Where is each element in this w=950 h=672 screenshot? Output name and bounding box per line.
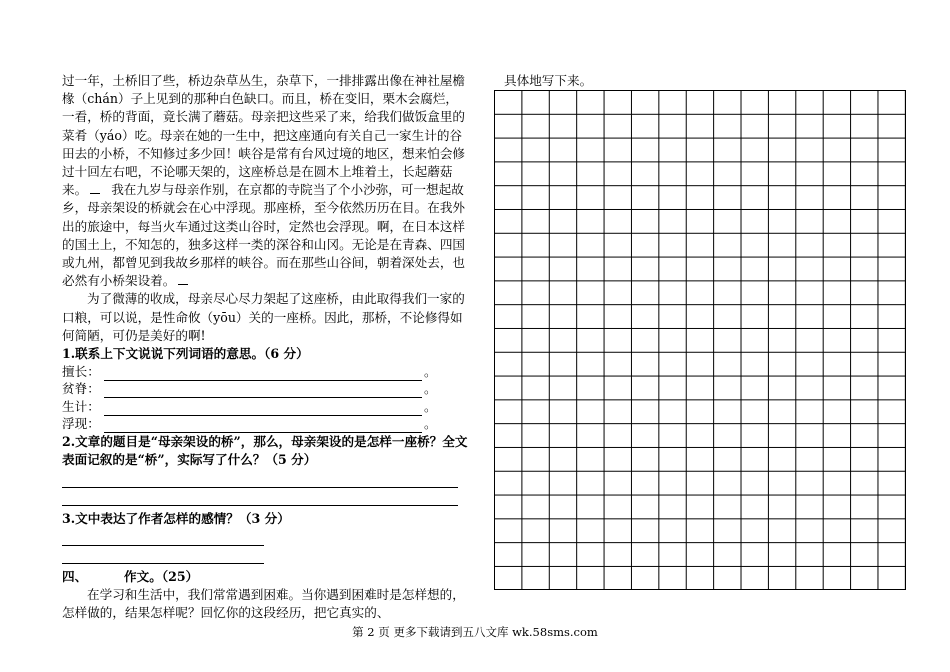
answer-line[interactable] xyxy=(104,420,422,433)
right-column xyxy=(494,72,910,90)
term-row: 贫脊： 。 xyxy=(62,381,468,399)
term-label: 擅长： xyxy=(62,363,100,379)
term-row: 擅长： 。 xyxy=(62,363,468,381)
composition-prompt: 在学习和生活中，我们常常遇到困难。当你遇到困难时是怎样想的，怎样做的，结果怎样呢？回忆你的这段经历，把它真实的、 xyxy=(62,587,465,621)
answer-line[interactable] xyxy=(62,488,458,506)
passage-paragraph-1: 过一年，土桥旧了些，桥边杂草丛生，杂草下，一排排露出像在神社屋檐椽（chán）子上见到的那种白色缺口。而且，桥在变旧，栗木会腐烂，一看，桥的背面，竟长满了蘑菇。母亲把这些采了来，给我们做饭盒里的菜肴（yáo）吃。母亲在她的一生中，把这座通向有关自己一家生计的谷田去的小桥，不知修过多少回！峡谷是常有台风过境的地区，想来怕会修过十回左右吧，不论哪天架的，这座桥总是在圆木上堆着土，长起蘑菇来。 我在九岁与母亲作别，在京都的寺院当了个小沙弥，可一想起故乡，母亲架设的桥就会在心中浮现。那座桥，至今依然历历在目。在我外出的旅途中，每当火车通过这类山谷时，定然也会浮现。啊，在日本这样的国土上，不知怎的，独多这样一类的深谷和山冈。无论是在青森、四国或九州，都曾见到我故乡那样的峡谷。而在那些山谷间，朝着深处去，也必然有小桥架设着。 xyxy=(62,73,465,289)
question-3-title: 3.文中表达了作者怎样的感情？（3 分） xyxy=(62,510,290,526)
answer-line[interactable] xyxy=(62,470,458,488)
term-label: 生计： xyxy=(62,398,100,414)
term-row: 生计： 。 xyxy=(62,398,468,416)
term-row: 浮现： 。 xyxy=(62,416,468,434)
question-2-title: 2.文章的题目是“母亲架设的桥”，那么，母亲架设的是怎样一座桥？全文表面记叙的是“桥”，实际写了什么？（5 分） xyxy=(62,434,468,468)
paragraph-end-mark xyxy=(90,185,100,194)
composition-prompt-continuation: 具体地写下来。 xyxy=(504,73,593,88)
answer-line[interactable] xyxy=(62,546,264,564)
section-4-heading: 四、 作文。（25） xyxy=(62,568,199,584)
composition-grid[interactable] xyxy=(494,90,906,590)
paragraph-end-mark xyxy=(178,276,188,285)
answer-line[interactable] xyxy=(104,403,422,416)
passage-paragraph-2: 我在九岁与母亲作别，在京都的寺院当了个小沙弥，可一想起故乡，母亲架设的桥就会在心中浮现。那座桥，至今依然历历在目。在我外出的旅途中，每当火车通过这类山谷时，定然也会浮现。啊，在日本这样的国土上，不知怎的，独多这样一类的深谷和山冈。无论是在青森、四国或九州，都曾见到我故乡那样的峡谷。而在那些山谷间，朝着深处去，也必然有小桥架设着。 xyxy=(62,182,465,289)
answer-line[interactable] xyxy=(104,385,422,398)
answer-line[interactable] xyxy=(104,368,422,381)
term-label: 浮现： xyxy=(62,416,100,432)
answer-line[interactable] xyxy=(62,528,264,546)
left-column xyxy=(62,72,468,622)
term-label: 贫脊： xyxy=(62,381,100,397)
question-1-title: 1.联系上下文说说下列词语的意思。（6 分） xyxy=(62,346,309,362)
passage-paragraph-3: 为了微薄的收成，母亲尽心尽力架起了这座桥，由此取得我们一家的口粮，可以说，是性命攸（yōu）关的一座桥。因此，那桥，不论修得如何简陋，可仍是美好的啊! xyxy=(62,291,465,343)
page-footer: 第 2 页 更多下载请到五八文库 wk.58sms.com xyxy=(352,625,598,639)
